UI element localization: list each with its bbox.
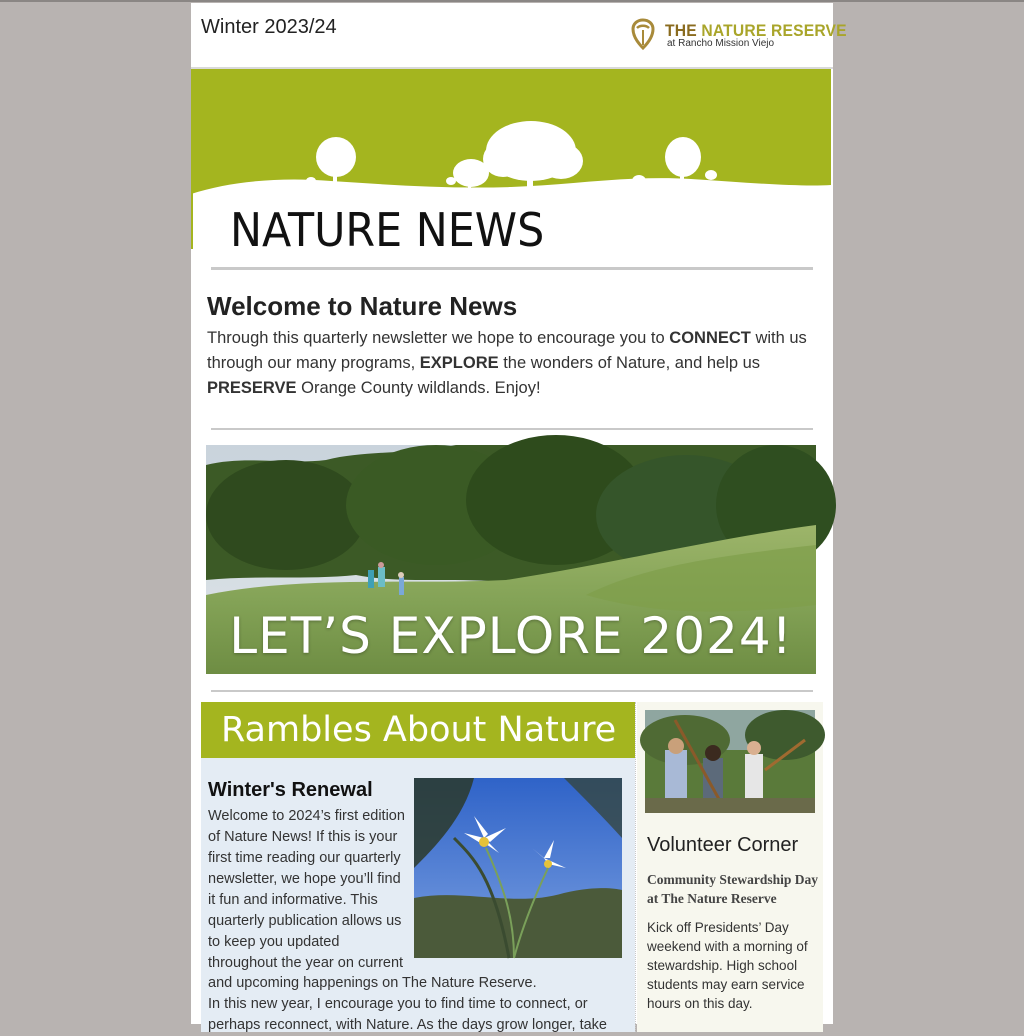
logo-subtitle: at Rancho Mission Viejo bbox=[667, 38, 775, 49]
wildflower-photo bbox=[414, 778, 622, 958]
welcome-preserve: PRESERVE bbox=[207, 379, 297, 397]
nature-reserve-logo[interactable] bbox=[627, 17, 847, 57]
window-top-border bbox=[0, 0, 1024, 2]
rambles-banner bbox=[201, 702, 635, 758]
section-divider bbox=[211, 267, 813, 270]
article-paragraph-1-continued: and upcoming happenings on The Nature Reserve. bbox=[208, 975, 537, 991]
welcome-heading: Welcome to Nature News bbox=[207, 291, 518, 321]
welcome-paragraph bbox=[207, 326, 807, 401]
rambles-title: Rambles About Nature bbox=[221, 710, 617, 750]
newsletter-title: NATURE NEWS bbox=[230, 203, 545, 257]
oak-leaf-logo-icon bbox=[627, 17, 659, 51]
welcome-text-4: Orange County wildlands. Enjoy! bbox=[296, 379, 541, 397]
article-paragraph-2: In this new year, I encourage you to find time to connect, or perhaps reconnect, with Nature. As the days grow longer, take bbox=[208, 996, 607, 1033]
section-divider bbox=[211, 690, 813, 692]
newsletter-page bbox=[191, 3, 847, 1033]
volunteer-heading[interactable]: Volunteer Corner bbox=[647, 834, 799, 856]
issue-label: Winter 2023/24 bbox=[201, 16, 337, 38]
article-paragraph-1: Welcome to 2024’s first edition of Nature News! If this is your first time reading our quarterly newsletter, we hope you’ll find it fun and informative. This quarterly publication allows us to keep you updated throughout the year on current bbox=[208, 808, 405, 971]
logo-wordmark-the: THE bbox=[665, 21, 702, 40]
article-image[interactable] bbox=[414, 778, 622, 958]
welcome-text-2: with us through our many programs, bbox=[207, 329, 807, 372]
volunteer-section bbox=[637, 702, 823, 1032]
welcome-explore: EXPLORE bbox=[419, 354, 499, 372]
welcome-connect: CONNECT bbox=[669, 329, 751, 347]
logo-wordmark-nature-reserve: NATURE RESERVE bbox=[701, 21, 847, 40]
volunteer-image[interactable] bbox=[645, 710, 815, 813]
welcome-text-3: the wonders of Nature, and help us bbox=[498, 354, 761, 372]
welcome-text-1: Through this quarterly newsletter we hope to encourage you to bbox=[207, 329, 670, 347]
volunteer-text: Kick off Presidents’ Day weekend with a morning of stewardship. High school students may earn service hours on this day. bbox=[647, 920, 808, 1011]
volunteers-photo bbox=[645, 710, 815, 813]
article-heading[interactable]: Winter's Renewal bbox=[208, 779, 373, 801]
volunteer-subheading[interactable]: Community Stewardship Day at The Nature Reserve bbox=[647, 872, 819, 906]
section-divider bbox=[211, 428, 813, 430]
column-divider bbox=[635, 702, 636, 1032]
rambles-section bbox=[201, 702, 635, 1032]
hero-image[interactable] bbox=[206, 445, 816, 674]
hero-caption: LET’S EXPLORE 2024! bbox=[229, 607, 793, 665]
